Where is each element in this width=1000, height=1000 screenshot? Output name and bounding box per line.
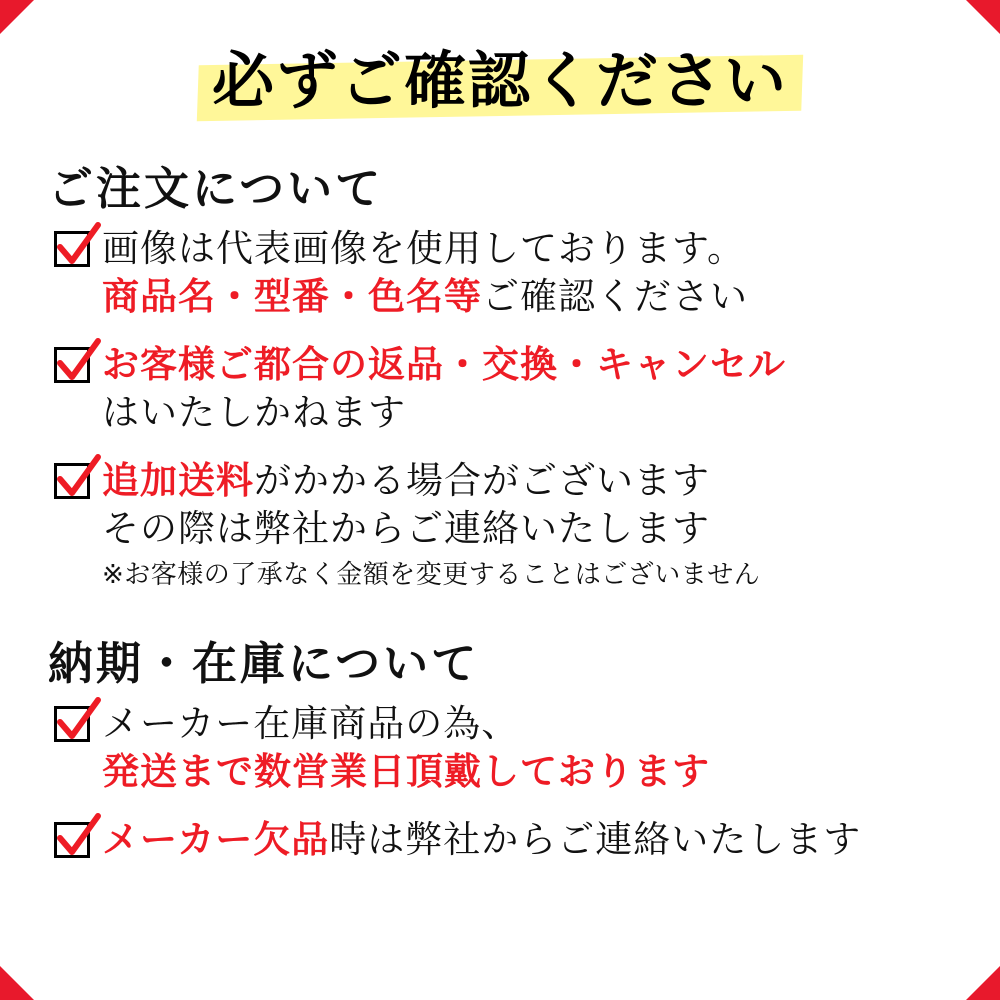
text-line: はいたしかねます <box>102 391 406 435</box>
check-icon <box>54 706 90 742</box>
page-title-wrap <box>44 46 956 118</box>
check-icon <box>54 347 90 383</box>
text-line: その際は弊社からご連絡いたします <box>102 507 710 551</box>
list-item <box>44 225 956 321</box>
text-line: メーカー欠品時は弊社からご連絡いたします <box>102 817 862 861</box>
list-item-text <box>102 341 956 437</box>
corner-accent-bottom-left <box>0 966 34 1000</box>
list-item-text <box>102 225 956 321</box>
section-heading-orders: ご注文について <box>48 162 384 215</box>
list-item-text <box>102 700 956 796</box>
text-line: 発送まで数営業日頂戴しております <box>102 749 710 793</box>
list-item-text <box>102 457 956 592</box>
corner-accent-top-left <box>0 0 34 34</box>
check-icon <box>54 231 90 267</box>
text-line: 商品名・型番・色名等ご確認ください <box>102 275 748 319</box>
page-title <box>198 46 802 118</box>
corner-accent-top-right <box>966 0 1000 34</box>
check-icon <box>54 822 90 858</box>
text-line: メーカー在庫商品の為、 <box>102 701 520 745</box>
list-item-text <box>102 816 956 864</box>
text-line: 追加送料がかかる場合がございます <box>102 459 710 503</box>
list-item <box>44 341 956 437</box>
list-item <box>44 816 956 864</box>
corner-accent-bottom-right <box>966 966 1000 1000</box>
section-heading-delivery: 納期・在庫について <box>48 636 480 690</box>
text-line: お客様ご都合の返品・交換・キャンセル <box>102 343 786 387</box>
list-item <box>44 457 956 592</box>
list-item <box>44 700 956 796</box>
footnote: ※お客様の了承なく金額を変更することはございません <box>102 559 761 590</box>
text-line: 画像は代表画像を使用しております。 <box>102 227 746 270</box>
page-title-text: 必ずご確認ください <box>211 44 788 117</box>
check-icon <box>54 463 90 499</box>
